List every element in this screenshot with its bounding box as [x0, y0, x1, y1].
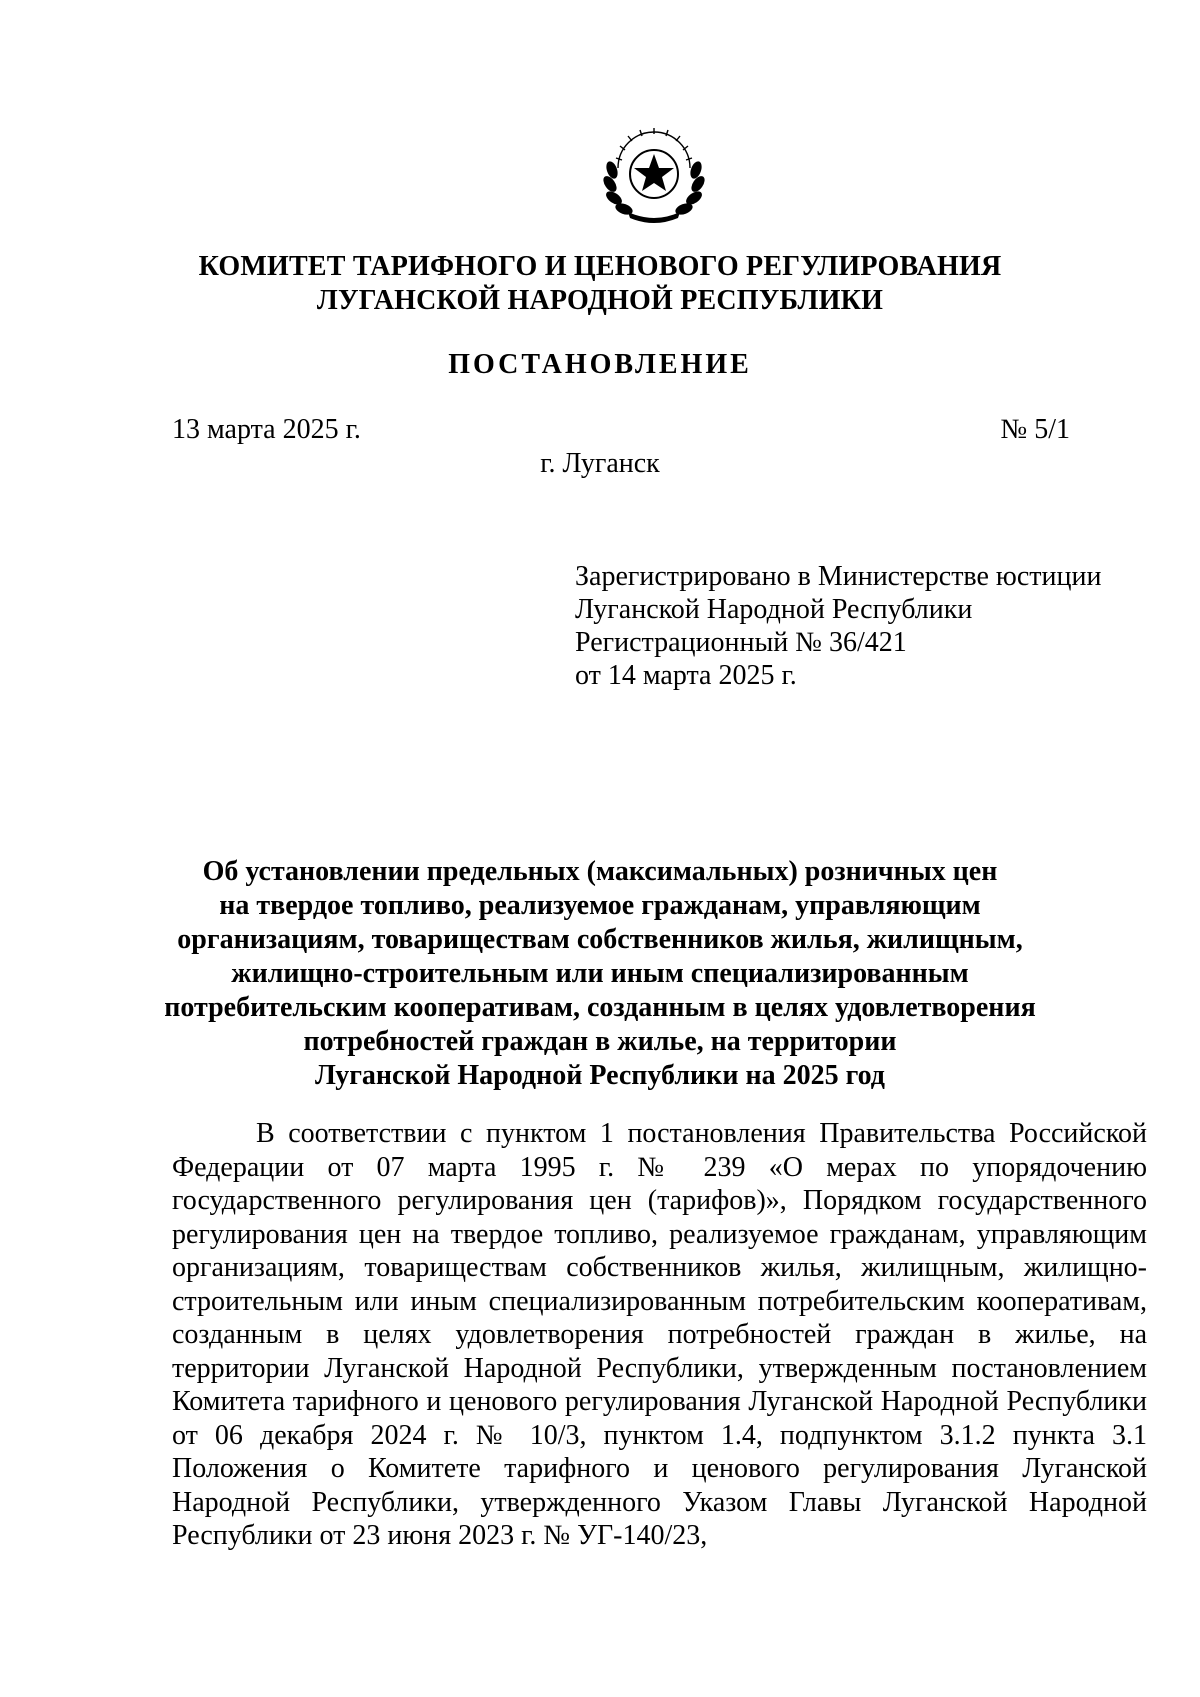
subject-line: жилищно-строительным или иным специализированным	[231, 958, 969, 989]
document-date: 13 марта 2025 г.	[172, 414, 361, 445]
registration-line: Зарегистрировано в Министерстве юстиции	[575, 561, 1102, 592]
subject-line: на твердое топливо, реализуемое гражданам, управляющим	[219, 890, 981, 921]
registration-line: Луганской Народной Республики	[575, 594, 973, 625]
document-type-heading: ПОСТАНОВЛЕНИЕ	[448, 349, 752, 380]
subject-line: Луганской Народной Республики на 2025 год	[315, 1060, 885, 1091]
registration-line: от 14 марта 2025 г.	[575, 660, 797, 691]
document-subject-title	[160, 855, 1040, 1093]
subject-line: потребностей граждан в жилье, на территории	[303, 1026, 897, 1057]
organization-title-line1: КОМИТЕТ ТАРИФНОГО И ЦЕНОВОГО РЕГУЛИРОВАНИЯ	[198, 251, 1002, 282]
organization-title	[160, 250, 1040, 318]
document-city: г. Луганск	[540, 448, 660, 479]
subject-line: потребительским кооперативам, созданным в целях удовлетворения	[164, 992, 1036, 1023]
document-number: № 5/1	[1000, 414, 1070, 445]
organization-title-line2: ЛУГАНСКОЙ НАРОДНОЙ РЕСПУБЛИКИ	[316, 285, 884, 316]
registration-line: Регистрационный № 36/421	[575, 627, 907, 658]
body-paragraph: В соответствии с пунктом 1 постановления Правительства Российской Федерации от 07 марта 1995 г. № 239 «О мерах по упорядочению государственного регулирования цен (тарифов)», Порядком государственного регулирования цен на твердое топливо, реализуемое гражданам, управляющим организациям, товариществам собственников жилья, жилищным, жилищно-строительным или иным специализированным потребительским кооперативам, созданным в целях удовлетворения потребностей граждан в жилье, на территории Луганской Народной Республики, утвержденным постановлением Комитета тарифного и ценового регулирования Луганской Народной Республики от 06 декабря 2024 г. № 10/3, пунктом 1.4, подпунктом 3.1.2 пункта 3.1 Положения о Комитете тарифного и ценового регулирования Луганской Народной Республики, утвержденного Указом Главы Луганской Народной Республики от 23 июня 2023 г. № УГ-140/23,	[172, 1118, 1147, 1551]
subject-line: организациям, товариществам собственников жилья, жилищным,	[177, 924, 1023, 955]
coat-of-arms-emblem-icon	[598, 120, 710, 226]
subject-line: Об установлении предельных (максимальных) розничных цен	[202, 856, 998, 887]
registration-stamp	[575, 560, 1101, 692]
